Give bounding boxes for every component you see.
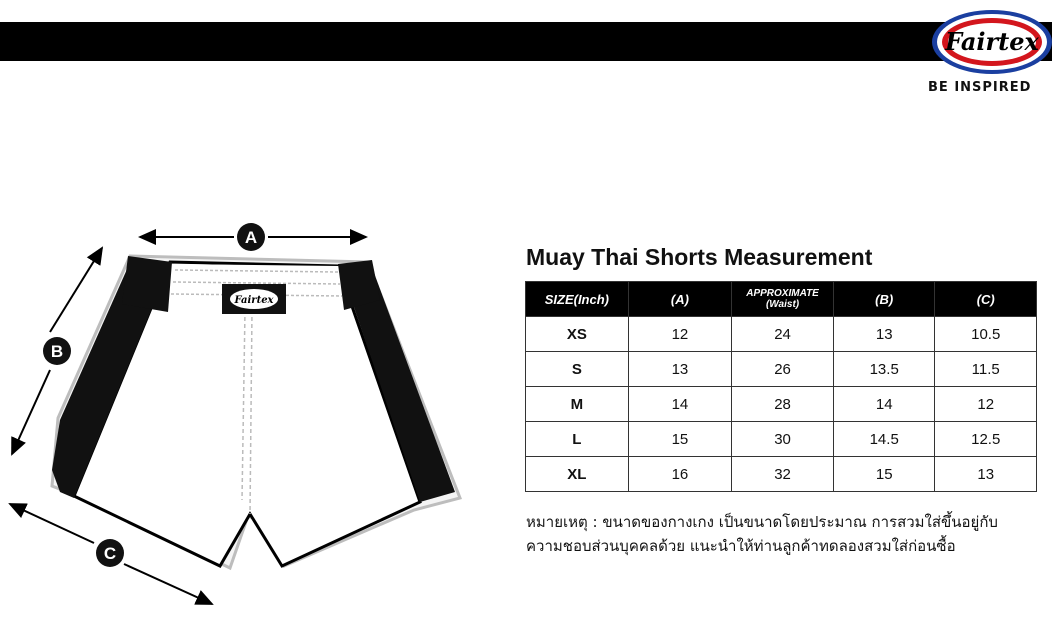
cell-waist: 24 xyxy=(732,317,834,352)
cell-waist: 32 xyxy=(732,457,834,492)
cell-size: M xyxy=(526,387,629,422)
fairtex-logo-icon xyxy=(930,8,1052,76)
cell-b: 14.5 xyxy=(833,422,935,457)
cell-c: 12.5 xyxy=(935,422,1037,457)
cell-c: 13 xyxy=(935,457,1037,492)
cell-a: 14 xyxy=(628,387,731,422)
cell-size: XS xyxy=(526,317,629,352)
cell-b: 14 xyxy=(833,387,935,422)
label-a: A xyxy=(244,228,258,247)
waistband-logo-text: Fairtex xyxy=(234,295,274,306)
cell-c: 10.5 xyxy=(935,317,1037,352)
note-line-2: ความชอบส่วนบุคคลด้วย แนะนำให้ท่านลูกค้าทดลองสวมใส่ก่อนซื้อ xyxy=(526,537,956,555)
cell-c: 12 xyxy=(935,387,1037,422)
table-row xyxy=(526,317,1037,352)
table-row xyxy=(526,422,1037,457)
cell-waist: 30 xyxy=(732,422,834,457)
table-row xyxy=(526,387,1037,422)
cell-a: 16 xyxy=(628,457,731,492)
note-line-1: หมายเหตุ : ขนาดของกางเกง เป็นขนาดโดยประมาณ การสวมใส่ขึ้นอยู่กับ xyxy=(526,513,998,531)
cell-size: S xyxy=(526,352,629,387)
header-a: (A) xyxy=(628,282,731,317)
cell-b: 13 xyxy=(833,317,935,352)
header-b: (B) xyxy=(833,282,935,317)
header-size: SIZE(Inch) xyxy=(526,282,629,317)
label-b: B xyxy=(50,342,64,361)
waistband-logo-icon xyxy=(222,284,286,314)
size-table xyxy=(525,281,1037,492)
cell-waist: 26 xyxy=(732,352,834,387)
cell-a: 13 xyxy=(628,352,731,387)
cell-a: 15 xyxy=(628,422,731,457)
shorts-diagram xyxy=(0,210,500,620)
table-header-row xyxy=(526,282,1037,317)
header-approximate xyxy=(732,282,834,317)
header-bar xyxy=(0,22,1052,61)
cell-size: XL xyxy=(526,457,629,492)
arrow-a xyxy=(140,223,366,251)
cell-b: 15 xyxy=(833,457,935,492)
brand-tagline: BE INSPIRED xyxy=(928,80,1032,95)
thai-note xyxy=(526,510,1052,558)
header-approx-line1: APPROXIMATE xyxy=(746,288,819,299)
cell-waist: 28 xyxy=(732,387,834,422)
cell-size: L xyxy=(526,422,629,457)
table-row xyxy=(526,457,1037,492)
cell-b: 13.5 xyxy=(833,352,935,387)
header-approx-line2: (Waist) xyxy=(765,299,800,310)
table-row xyxy=(526,352,1037,387)
cell-c: 11.5 xyxy=(935,352,1037,387)
label-c: C xyxy=(103,544,117,563)
brand-logo[interactable] xyxy=(924,6,1052,96)
table-title: Muay Thai Shorts Measurement xyxy=(526,244,873,270)
logo-wordmark: Fairtex xyxy=(945,27,1039,56)
header-c: (C) xyxy=(935,282,1037,317)
cell-a: 12 xyxy=(628,317,731,352)
